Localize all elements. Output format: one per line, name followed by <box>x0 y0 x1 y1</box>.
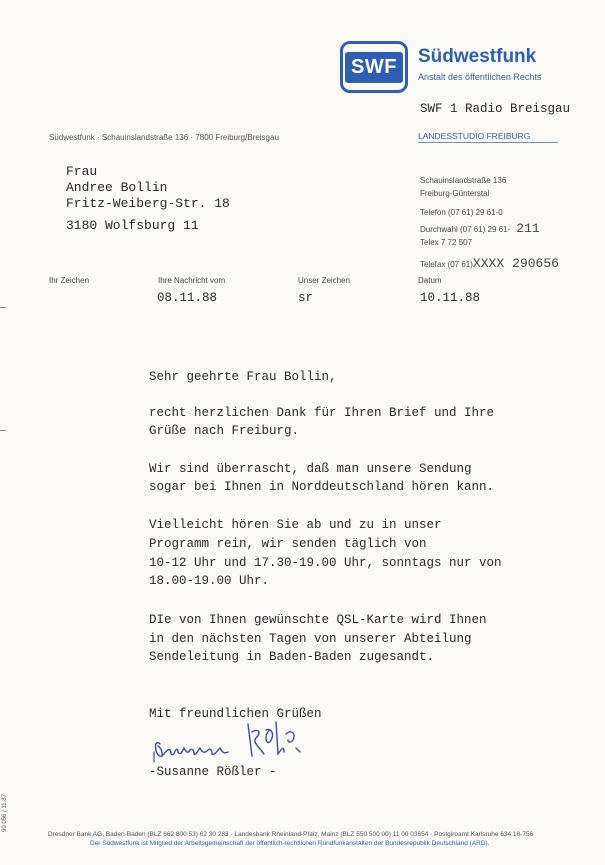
paragraph-4-line-3: Sendeleitung in Baden-Baden zugesandt. <box>149 650 435 664</box>
paragraph-2-line-1: Wir sind überrascht, daß man unsere Sendung <box>149 462 472 476</box>
telefax-number: 290656 <box>512 256 559 271</box>
datum-value: 10.11.88 <box>420 291 481 305</box>
recipient-line-1: Frau <box>66 164 98 179</box>
paragraph-4-line-2: in den nächsten Tagen von unserer Abteilung <box>149 632 472 646</box>
datum-label: Datum <box>418 276 442 285</box>
telefax-struck: XXXX <box>472 256 505 271</box>
recipient-line-3: Fritz-Weiberg-Str. 18 <box>66 196 230 211</box>
brand-subtitle: Anstalt des öffentlichen Rechts <box>418 72 542 82</box>
ihr-zeichen-label: Ihr Zeichen <box>49 276 90 285</box>
durchwahl-extension: 211 <box>516 221 540 236</box>
ard-membership: Der Südwestfunk ist Mitglied der Arbeitsgemeinschaft der öffentlich-rechtlichen Rundfunkanstalten der Bundesrepublik Deutschland (ARD). <box>90 840 490 847</box>
paragraph-1-line-1: recht herzlichen Dank für Ihren Brief und Ihre <box>149 406 495 420</box>
swf-logo <box>340 41 408 93</box>
ihre-nachricht-value: 08.11.88 <box>157 291 218 305</box>
paragraph-2-line-2: sogar bei Ihnen in Norddeutschland hören kann. <box>149 480 495 494</box>
form-code: 90 056 / 11.87 <box>2 794 8 832</box>
paragraph-3-line-3: 10-12 Uhr und 17.30-19.00 Uhr, sonntags nur von <box>149 556 502 570</box>
contact-telefax <box>420 256 559 271</box>
paragraph-3-line-1: Vielleicht hören Sie ab und zu in unser <box>149 518 442 532</box>
unser-zeichen-value: sr <box>298 291 314 305</box>
contact-telefon: Telefon (07 61) 29 61-0 <box>420 208 503 217</box>
ihre-nachricht-label: Ihre Nachricht vom <box>158 276 226 285</box>
brand-name: Südwestfunk <box>418 46 537 67</box>
telefax-label: Telefax (07 61) <box>420 260 473 269</box>
bank-details: Dresdner Bank AG, Baden-Baden (BLZ 662 800 53) 62 30 283 · Landesbank Rheinland-Pfalz, Mainz (BLZ 550 500 00) 11 00 03654 · Postgiroamt Karlsruhe 634 18-756 <box>48 831 534 838</box>
handwritten-signature <box>148 718 308 766</box>
durchwahl-label: Durchwahl (07 61) 29 61- <box>420 225 511 234</box>
studio-name: LANDESSTUDIO FREIBURG <box>418 131 531 141</box>
logo-text: SWF <box>345 52 403 83</box>
fold-mark-middle <box>0 430 6 431</box>
contact-city: Freiburg-Günterstal <box>420 189 490 198</box>
paragraph-4-line-1: DIe von Ihnen gewünschte QSL-Karte wird Ihnen <box>149 613 487 627</box>
fold-mark-top <box>0 307 6 308</box>
studio-underline <box>418 142 558 143</box>
contact-street: Schauinslandstraße 136 <box>420 176 507 185</box>
sender-address-line: Südwestfunk · Schauinslandstraße 136 · 7800 Freiburg/Breisgau <box>49 133 279 142</box>
paragraph-3-line-4: 18.00-19.00 Uhr. <box>149 574 270 588</box>
closing: Mit freundlichen Grüßen <box>149 707 322 721</box>
contact-durchwahl <box>420 221 540 236</box>
salutation: Sehr geehrte Frau Bollin, <box>149 370 337 384</box>
signatory-name: -Susanne Rößler - <box>149 765 277 779</box>
paragraph-3-line-2: Programm rein, wir senden täglich von <box>149 537 427 551</box>
contact-telex: Telex 7 72 507 <box>420 238 473 247</box>
unser-zeichen-label: Unser Zeichen <box>298 276 351 285</box>
program-name: SWF 1 Radio Breisgau <box>420 102 571 116</box>
recipient-line-2: Andree Bollin <box>66 180 168 195</box>
recipient-line-4: 3180 Wolfsburg 11 <box>66 218 199 233</box>
paragraph-1-line-2: Grüße nach Freiburg. <box>149 424 300 438</box>
